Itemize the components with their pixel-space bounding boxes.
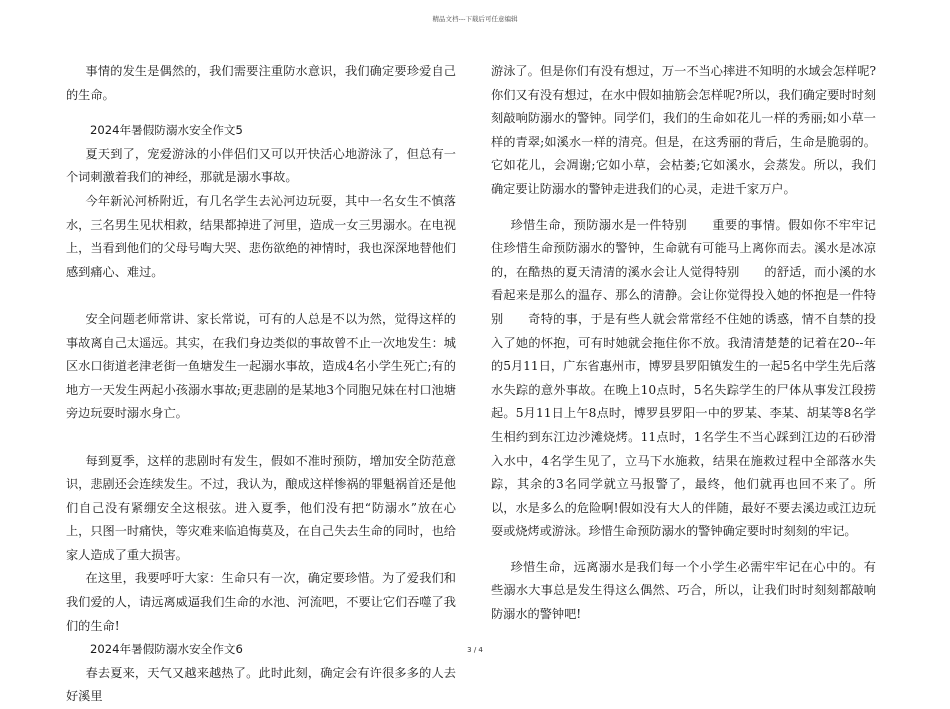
paragraph: 每到夏季，这样的悲剧时有发生，假如不准时预防，增加安全防范意识，悲剧还会连续发生。不过，我认为，酿成这样惨祸的罪魁祸首还是他们自己没有紧绷安全这根弦。进入夏季，他们没有把“防溺水”放在心上，只图一时痛快，等灾难来临追悔莫及，在自己失去生命的同时，也给家人造成了重大损害。 <box>66 453 456 562</box>
paragraph: 安全问题老师常讲、家长常说，可有的人总是不以为然，觉得这样的事故离自己太遥远。其实，在我们身边类似的事故曾不止一次地发生：城区水口街道老津老街一鱼塘发生一起溺水事故，造成4名小学生死亡;有的地方一天发生两起小孩溺水事故;更悲剧的是某地3个同胞兄妹在村口池塘旁边玩耍时溺水身亡。 <box>66 311 456 421</box>
paragraph: 游泳了。但是你们有没有想过，万一不当心摔进不知明的水域会怎样呢?你们又有没有想过，在水中假如抽筋会怎样呢?所以，我们确定要时时刻刻敲响防溺水的警钟。同学们，我们的生命如花儿一样的秀丽;如小草一样的青翠;如溪水一样的清亮。但是，在这秀丽的背后，生命是脆弱的。它如花儿，会凋谢;它如小草，会枯萎;它如溪水，会蒸发。所以，我们确定要让防溺水的警钟走进我们的心灵，走进千家万户。 <box>491 64 876 196</box>
paragraph: 夏天到了，宠爱游泳的小伴侣们又可以开快活心地游泳了，但总有一个词刺激着我们的神经，那就是溺水事故。 <box>66 146 456 185</box>
paragraph: 珍惜生命，远离溺水是我们每一个小学生必需牢牢记在心中的。有些溺水大事总是发生得这么偶然、巧合，所以，让我们时时刻刻都敲响防溺水的警钟吧! <box>491 559 876 622</box>
paragraph: 事情的发生是偶然的，我们需要注重防水意识，我们确定要珍爱自己的生命。 <box>66 64 456 102</box>
paragraph: 珍惜生命，预防溺水是一件特别 重要的事情。假如你不牢牢记住珍惜生命预防溺水的警钟，生命就有可能马上离你而去。溪水是冰凉的，在酷热的夏天清清的溪水会让人觉得特别 的舒适，而小溪的水看起来是那么的温存、那么的清静。会让你觉得投入她的怀抱是一件特别 奇特的事，于是有些人就会常常经不住她的诱惑，情不自禁的投入了她的怀抱，可有时她就会拖住你不放。我清清楚楚的记着在20--年的5月11日，广东省惠州市，博罗县罗阳镇发生的一起5名中学生先后落水失踪的意外事故。在晚上10点时，5名失踪学生的尸体从事发江段捞起。5月11日上午8点时，博罗县罗阳一中的罗某、李某、胡某等8名学生相约到东江边沙滩烧烤。11点时，1名学生不当心踩到江边的石砂滑入水中，4名学生见了，立马下水施救，结果在施救过程中全部落水失踪，其余的3名同学就立马报警了，最终，他们就再也回不来了。所以，水是多么的危险啊!假如没有大人的伴随，最好不要去溪边或江边玩耍或烧烤或游泳。珍惜生命预防溺水的警钟确定要时时刻刻的牢记。 <box>491 217 876 539</box>
essay-title-5: 2024年暑假防溺水安全作文5 <box>90 123 243 138</box>
page-header: 精品文档---下载后可任意编辑 <box>432 15 518 23</box>
left-column <box>66 60 456 709</box>
page-number: 3 / 4 <box>467 646 483 654</box>
paragraph: 今年新沁河桥附近，有几名学生去沁河边玩耍，其中一名女生不慎落水，三名男生见状相救，结果都掉进了河里，造成一女三男溺水。在电视上，当看到他们的父母号啕大哭、悲伤欲绝的神情时，我也深深地替他们感到痛心、难过。 <box>66 193 456 279</box>
paragraph: 春去夏来，天气又越来越热了。此时此刻，确定会有许很多多的人去好溪里 <box>66 665 456 704</box>
paragraph: 在这里，我要呼吁大家：生命只有一次，确定要珍惜。为了爱我们和我们爱的人，请远离威逼我们生命的水池、河流吧，不要让它们吞噬了我们的生命! <box>66 571 456 633</box>
right-column <box>491 60 876 627</box>
essay-title-6: 2024年暑假防溺水安全作文6 <box>90 642 243 657</box>
